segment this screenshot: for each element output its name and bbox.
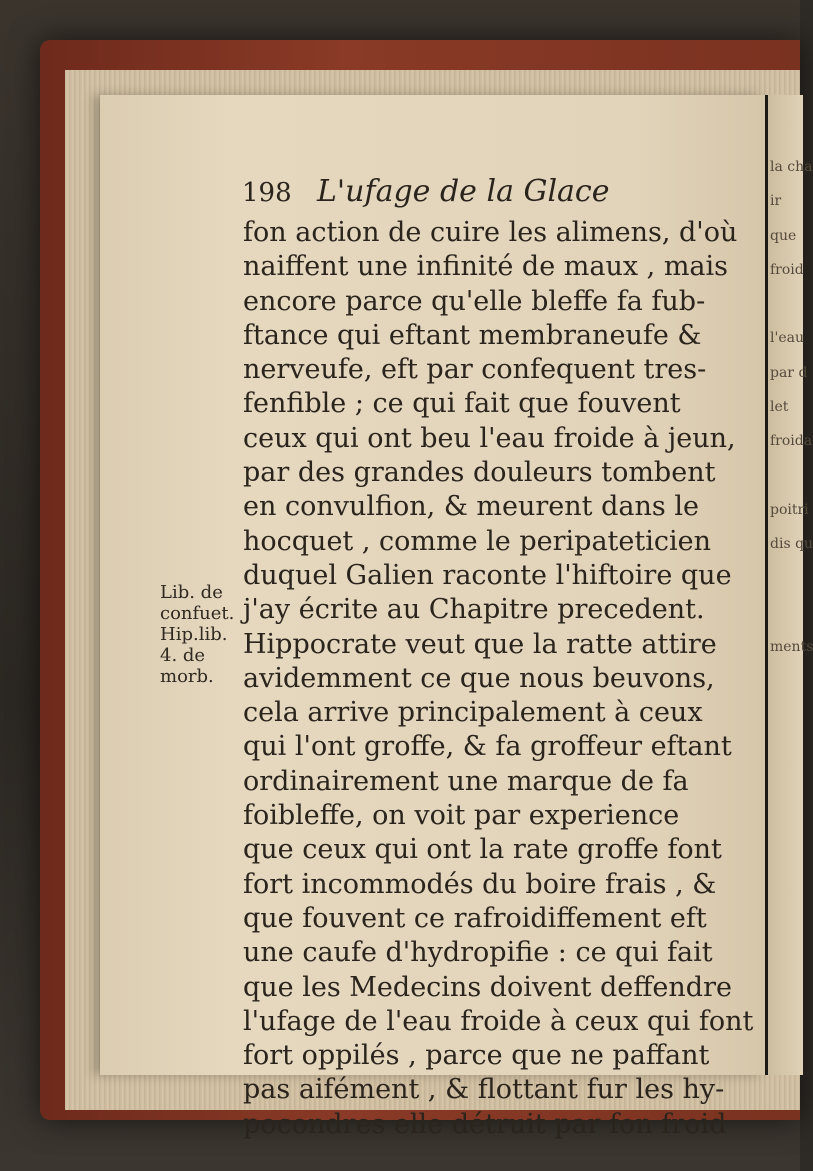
marginal-note-line: 4. de <box>160 645 206 666</box>
text-line: qui l'ont groffe, & fa groffeur eftant <box>243 731 732 763</box>
facing-page-fragment: par d <box>770 364 808 381</box>
text-line: que les Medecins doivent deffendre <box>243 971 732 1003</box>
text-line: avidemment ce que nous beuvons, <box>243 662 715 694</box>
facing-page-fragment <box>770 596 800 630</box>
text-line: ordinairement une marque de fa <box>243 765 689 797</box>
facing-page-fragment <box>770 459 800 493</box>
text-line: naiffent une infinité de maux , mais <box>243 251 729 283</box>
text-line: pas aifément , & flottant fur les hy- <box>243 1074 725 1106</box>
facing-page-fragment: let <box>770 399 789 416</box>
text-line: foibleffe, on voit par experience <box>243 800 680 832</box>
text-line: j'ay écrite au Chapitre precedent. <box>243 594 705 626</box>
facing-page-fragment: l'eau <box>770 330 804 347</box>
page-number: 198 <box>242 178 292 208</box>
text-line: que fouvent ce rafroidiffement eft <box>243 902 707 934</box>
facing-page-fragment <box>770 562 800 596</box>
marginal-note-line: morb. <box>160 666 214 687</box>
facing-page-fragment <box>770 287 800 321</box>
text-line: fon action de cuire les alimens, d'où <box>243 217 738 248</box>
text-line: fort incommodés du boire frais , & <box>243 868 717 900</box>
text-line: en convulfion, & meurent dans le <box>243 491 699 523</box>
text-line: une caufe d'hydropifie : ce qui fait <box>243 937 713 969</box>
text-line: nerveufe, eft par confequent tres- <box>243 354 707 386</box>
text-line: l'ufage de l'eau froide à ceux qui font <box>243 1005 754 1037</box>
facing-page-fragment: ments <box>770 639 813 656</box>
text-line: Hippocrate veut que la ratte attire <box>243 628 717 660</box>
text-line: fort oppilés , parce que ne paffant <box>243 1040 710 1072</box>
text-line: par des grandes douleurs tombent <box>243 457 716 489</box>
text-line: cela arrive principalement à ceux <box>243 697 703 729</box>
running-head: L'ufage de la Glace <box>317 174 610 209</box>
page-header <box>242 174 762 212</box>
text-line: ftance qui eftant membraneufe & <box>243 319 702 351</box>
facing-page-fragment: ir <box>770 193 782 210</box>
marginal-note-line: Hip.lib. <box>160 624 228 645</box>
text-line: duquel Galien raconte l'hiftoire que <box>243 559 732 591</box>
facing-page-fragment: froid <box>770 261 804 278</box>
facing-page-fragment: poitri <box>770 501 809 518</box>
text-line: ceux qui ont beu l'eau froide à jeun, <box>243 422 736 454</box>
facing-page-fragment: que <box>770 227 797 244</box>
body-text <box>243 216 763 1142</box>
text-line: que ceux qui ont la rate groffe font <box>243 834 722 866</box>
text-line: fenfible ; ce qui fait que fouvent <box>243 388 681 420</box>
marginal-note <box>160 582 245 687</box>
marginal-note-line: confuet. <box>160 603 235 624</box>
facing-page-fragment: la cha <box>770 159 813 175</box>
facing-page-fragment: dis qu <box>770 536 813 553</box>
facing-page-text <box>770 150 813 664</box>
facing-page-fragment: froida <box>770 433 813 450</box>
marginal-note-line: Lib. de <box>160 582 223 603</box>
text-line: pocondres elle détruit par fon froid <box>243 1108 727 1140</box>
text-line: hocquet , comme le peripateticien <box>243 525 711 557</box>
text-line: encore parce qu'elle bleffe fa fub- <box>243 285 706 317</box>
